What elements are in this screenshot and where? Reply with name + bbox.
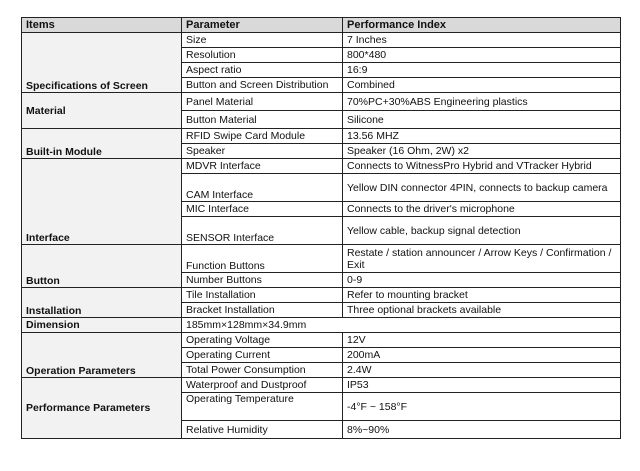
- value-cell: Refer to mounting bracket: [343, 288, 621, 303]
- param-cell: Function Buttons: [182, 245, 343, 273]
- param-cell: Operating Temperature: [182, 393, 343, 421]
- value-cell: Three optional brackets available: [343, 303, 621, 318]
- param-cell: SENSOR Interface: [182, 217, 343, 245]
- param-cell: Relative Humidity: [182, 421, 343, 439]
- param-cell: CAM Interface: [182, 174, 343, 202]
- category-operation-parameters: Operation Parameters: [22, 333, 182, 378]
- table-row: [22, 333, 621, 348]
- param-cell: Tile Installation: [182, 288, 343, 303]
- param-cell: MDVR Interface: [182, 159, 343, 174]
- dimension-value: 185mm×128mm×34.9mm: [182, 318, 621, 333]
- category-installation: Installation: [22, 288, 182, 318]
- value-cell: 12V: [343, 333, 621, 348]
- param-cell: Number Buttons: [182, 273, 343, 288]
- param-cell: Button and Screen Distribution: [182, 78, 343, 93]
- value-cell: IP53: [343, 378, 621, 393]
- value-cell: 16:9: [343, 63, 621, 78]
- table-row: [22, 129, 621, 144]
- value-cell: Combined: [343, 78, 621, 93]
- value-cell: 200mA: [343, 348, 621, 363]
- param-cell: MIC Interface: [182, 202, 343, 217]
- value-cell: -4°F ~ 158°F: [343, 393, 621, 421]
- value-cell: Silicone: [343, 111, 621, 129]
- value-cell: Connects to the driver's microphone: [343, 202, 621, 217]
- param-cell: Aspect ratio: [182, 63, 343, 78]
- value-cell: Yellow cable, backup signal detection: [343, 217, 621, 245]
- category-interface: Interface: [22, 159, 182, 245]
- param-cell: RFID Swipe Card Module: [182, 129, 343, 144]
- param-cell: Resolution: [182, 48, 343, 63]
- table-row: [22, 33, 621, 48]
- param-cell: Total Power Consumption: [182, 363, 343, 378]
- param-cell: Speaker: [182, 144, 343, 159]
- header-performance-index: Performance Index: [343, 18, 621, 33]
- value-cell: 70%PC+30%ABS Engineering plastics: [343, 93, 621, 111]
- value-cell: 800*480: [343, 48, 621, 63]
- value-cell: 13.56 MHZ: [343, 129, 621, 144]
- param-cell: Size: [182, 33, 343, 48]
- table-row: [22, 245, 621, 273]
- value-cell: Speaker (16 Ohm, 2W) x2: [343, 144, 621, 159]
- table-row: [22, 288, 621, 303]
- header-parameter: Parameter: [182, 18, 343, 33]
- value-cell: Connects to WitnessPro Hybrid and VTracker Hybrid: [343, 159, 621, 174]
- table-row: [22, 93, 621, 111]
- param-cell: Panel Material: [182, 93, 343, 111]
- category-screen: Specifications of Screen: [22, 33, 182, 93]
- param-cell: Waterproof and Dustproof: [182, 378, 343, 393]
- param-cell: Operating Voltage: [182, 333, 343, 348]
- category-performance-parameters: Performance Parameters: [22, 378, 182, 439]
- table-header-row: [22, 18, 621, 33]
- specification-table: [21, 17, 621, 439]
- param-cell: Button Material: [182, 111, 343, 129]
- header-items: Items: [22, 18, 182, 33]
- table-row: [22, 159, 621, 174]
- category-dimension: Dimension: [22, 318, 182, 333]
- category-button: Button: [22, 245, 182, 288]
- param-cell: Operating Current: [182, 348, 343, 363]
- category-built-in-module: Built-in Module: [22, 129, 182, 159]
- table-row: [22, 378, 621, 393]
- value-cell: 2.4W: [343, 363, 621, 378]
- value-cell: 8%~90%: [343, 421, 621, 439]
- category-material: Material: [22, 93, 182, 129]
- value-cell: 0-9: [343, 273, 621, 288]
- value-cell: Restate / station announcer / Arrow Keys / Confirmation / Exit: [343, 245, 621, 273]
- value-cell: Yellow DIN connector 4PIN, connects to backup camera: [343, 174, 621, 202]
- table-row: [22, 318, 621, 333]
- value-cell: 7 Inches: [343, 33, 621, 48]
- param-cell: Bracket Installation: [182, 303, 343, 318]
